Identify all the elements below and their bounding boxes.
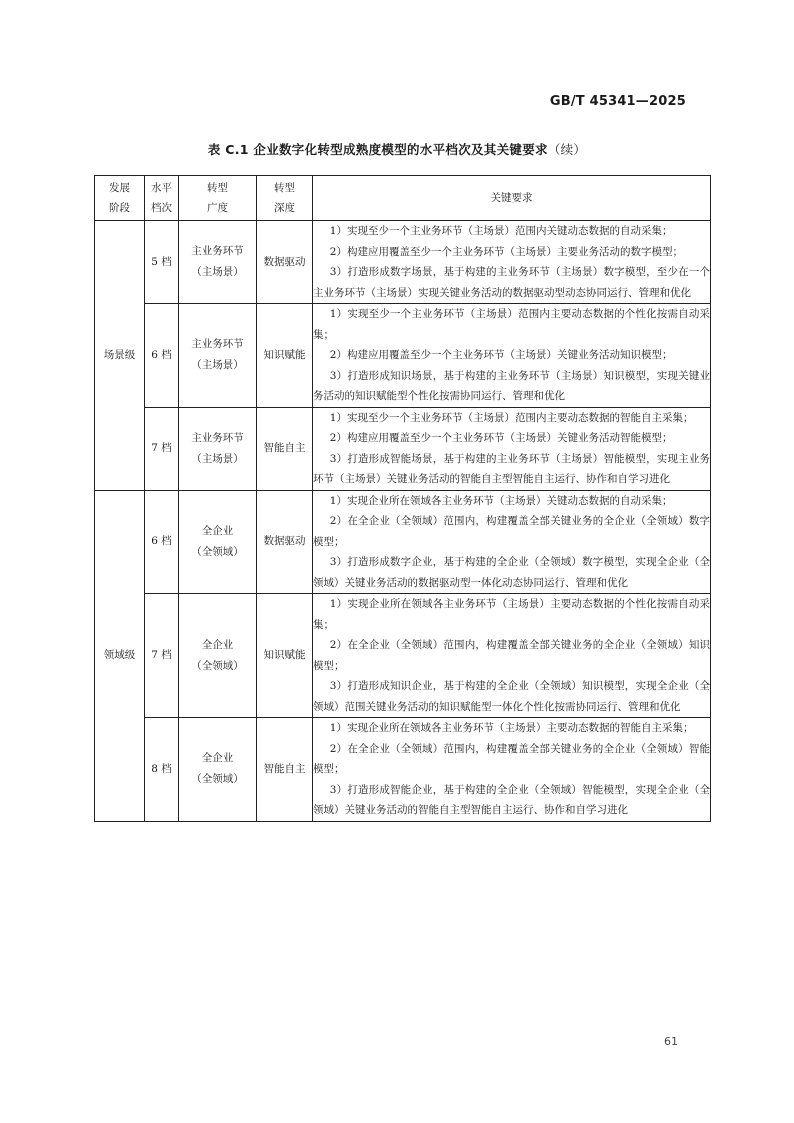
level-cell: 5 档	[145, 221, 179, 304]
requirement-item: 1）实现企业所在领域各主业务环节（主场景）关键动态数据的自动采集；	[329, 494, 673, 507]
breadth-cell: 主业务环节 （主场景）	[179, 407, 257, 490]
breadth-cell: 全企业 （全领域）	[179, 490, 257, 594]
table-row	[95, 594, 711, 718]
requirement-item: 2）构建应用覆盖至少一个主业务环节（主场景）主要业务活动的数字模型；	[329, 245, 683, 258]
depth-cell: 知识赋能	[257, 304, 313, 408]
requirement-item: 3）打造形成知识企业，基于构建的全企业（全领域）知识模型，实现全企业（全领域）范围关键业务活动的知识赋能型一体化个性化按需协同运行、管理和优化	[313, 680, 710, 713]
table-row	[95, 407, 711, 490]
breadth-cell: 全企业 （全领域）	[179, 718, 257, 822]
requirement-item: 2）在全企业（全领域）范围内，构建覆盖全部关键业务的全企业（全领域）智能模型；	[313, 742, 710, 775]
level-cell: 6 档	[145, 304, 179, 408]
breadth-cell: 主业务环节 （主场景）	[179, 304, 257, 408]
header-breadth: 转型 广度	[179, 176, 257, 221]
requirement-item: 2）构建应用覆盖至少一个主业务环节（主场景）关键业务活动智能模型；	[329, 432, 673, 444]
depth-cell: 数据驱动	[257, 490, 313, 594]
table-header-row	[95, 176, 711, 221]
table-row	[95, 490, 711, 594]
table-row	[95, 304, 711, 408]
maturity-levels-table	[94, 175, 711, 822]
stage-cell: 领域级	[95, 490, 145, 821]
depth-cell: 智能自主	[257, 407, 313, 490]
requirement-item: 1）实现企业所在领域各主业务环节（主场景）主要动态数据的个性化按需自动采集；	[313, 598, 710, 631]
requirements-cell	[313, 304, 711, 408]
requirements-cell	[313, 718, 711, 822]
breadth-cell: 全企业 （全领域）	[179, 594, 257, 718]
header-requirements: 关键要求	[313, 176, 711, 221]
breadth-cell: 主业务环节 （主场景）	[179, 221, 257, 304]
depth-cell: 数据驱动	[257, 221, 313, 304]
header-depth: 转型 深度	[257, 176, 313, 221]
requirement-item: 2）在全企业（全领域）范围内，构建覆盖全部关键业务的全企业（全领域）知识模型；	[313, 639, 710, 672]
requirement-item: 3）打造形成数字场景，基于构建的主业务环节（主场景）数字模型，至少在一个主业务环节（主场景）实现关键业务活动的数据驱动型动态协同运行、管理和优化	[313, 266, 710, 299]
requirements-cell	[313, 221, 711, 304]
table-title: 表 C.1 企业数字化转型成熟度模型的水平档次及其关键要求	[207, 142, 548, 157]
page-number: 61	[664, 1035, 678, 1048]
requirement-item: 3）打造形成智能场景，基于构建的主业务环节（主场景）智能模型，实现主业务环节（主场景）关键业务活动的智能自主型智能自主运行、协作和自学习进化	[313, 452, 710, 485]
requirements-cell	[313, 407, 711, 490]
level-cell: 7 档	[145, 594, 179, 718]
level-cell: 6 档	[145, 490, 179, 594]
requirement-item: 3）打造形成数字企业，基于构建的全企业（全领域）数字模型，实现全企业（全领域）关键业务活动的数据驱动型一体化动态协同运行、管理和优化	[313, 556, 710, 589]
requirement-item: 3）打造形成智能企业，基于构建的全企业（全领域）智能模型，实现全企业（全领域）关键业务活动的智能自主型智能自主运行、协作和自学习进化	[313, 783, 710, 816]
level-cell: 7 档	[145, 407, 179, 490]
stage-cell: 场景级	[95, 221, 145, 491]
requirement-item: 2）在全企业（全领域）范围内，构建覆盖全部关键业务的全企业（全领域）数字模型；	[313, 515, 710, 548]
table-row	[95, 221, 711, 304]
header-stage: 发展 阶段	[95, 176, 145, 221]
depth-cell: 知识赋能	[257, 594, 313, 718]
requirement-item: 1）实现企业所在领域各主业务环节（主场景）主要动态数据的智能自主采集；	[329, 722, 694, 734]
requirement-item: 1）实现至少一个主业务环节（主场景）范围内关键动态数据的自动采集；	[329, 225, 673, 237]
requirements-cell	[313, 594, 711, 718]
requirement-item: 2）构建应用覆盖至少一个主业务环节（主场景）关键业务活动知识模型；	[329, 349, 673, 361]
requirement-item: 1）实现至少一个主业务环节（主场景）范围内主要动态数据的个性化按需自动采集；	[313, 308, 710, 341]
table-caption	[94, 140, 700, 158]
header-level: 水平 档次	[145, 176, 179, 221]
requirements-cell	[313, 490, 711, 594]
level-cell: 8 档	[145, 718, 179, 822]
depth-cell: 智能自主	[257, 718, 313, 822]
standard-number: GB/T 45341—2025	[549, 94, 686, 109]
table-continued-marker: （续）	[547, 142, 587, 157]
table-row	[95, 718, 711, 822]
requirement-item: 1）实现至少一个主业务环节（主场景）范围内主要动态数据的智能自主采集；	[329, 411, 694, 424]
requirement-item: 3）打造形成知识场景，基于构建的主业务环节（主场景）知识模型，实现关键业务活动的知识赋能型个性化按需协同运行、管理和优化	[313, 369, 710, 402]
